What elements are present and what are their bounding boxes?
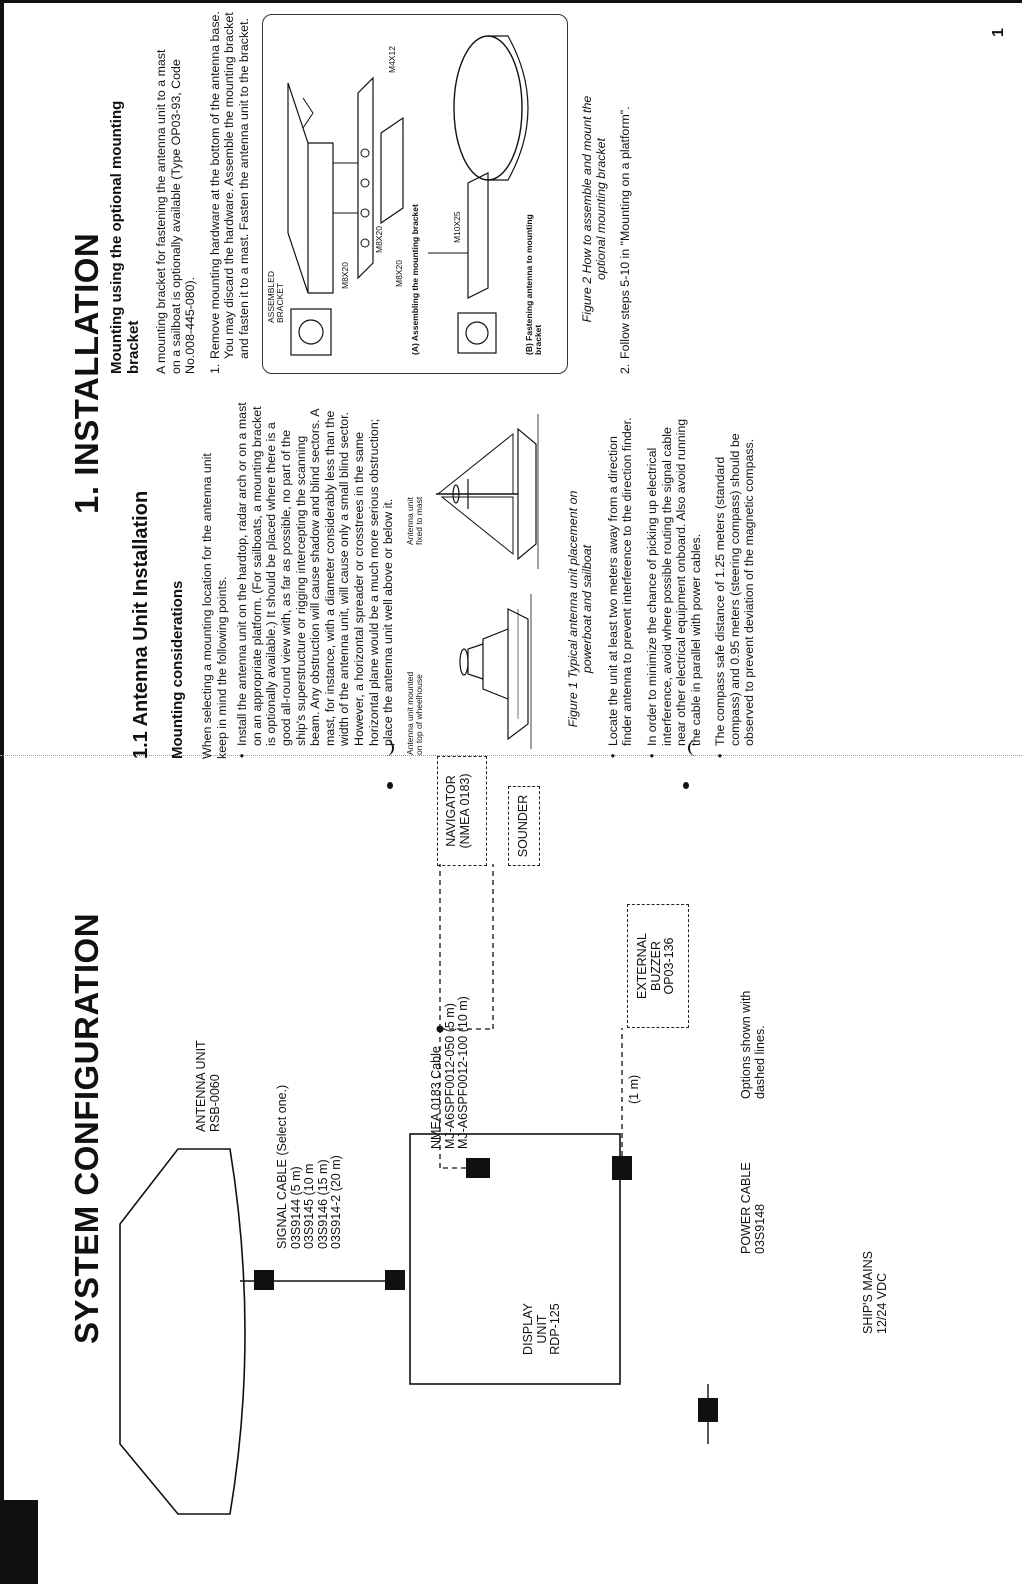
- bullet-item: • In order to minimize the chance of picking up electrical interference, avoid where possible routing the signal cable near other electrical equipment onboard. Also avoid running the cable in parallel with power cables.: [645, 402, 703, 746]
- bracket-intro: A mounting bracket for fastening the antenna unit to a mast on a sailboat is optionally available (Type OP03-93, Code No.008-445-080).: [154, 49, 198, 374]
- fig2-assembled-bracket-label: ASSEMBLED BRACKET: [265, 271, 286, 323]
- system-config-title: SYSTEM CONFIGURATION: [68, 912, 105, 1344]
- options-note: Options shown with dashed lines.: [739, 990, 767, 1099]
- installation-page: [0, 0, 1022, 784]
- signal-cable-label: SIGNAL CABLE (Select one.) 03S9144 (5 m) 03S9145 (10 m 03S9146 (15 m) 03S914-2 (20 m): [275, 1084, 343, 1249]
- system-config-page: [0, 773, 1022, 1584]
- intro-paragraph: When selecting a mounting location for the antenna unit keep in mind the following points.: [200, 453, 229, 759]
- installation-title: 1. INSTALLATION: [68, 232, 105, 514]
- page-number: 1: [990, 28, 1007, 37]
- bullet-item: • Install the antenna unit on the hardtop, radar arch or on a mast on an appropriate platform. (For sailboats, a mounting bracket is optionally available.) It should be placed where there is a good all-round view with, as far as possible, no part of the ship's superstructure or rigging intercepting the scanning beam. Any obstruction will cause shadow and blind sectors. A mast, for instance, with a diameter considerably less than the width of the antenna unit, will cause only a small blind sector. However, a horizontal spreader or crosstrees in the same horizontal plane would be a much more serious obstruction; place the antenna unit well above or below it.: [235, 402, 396, 746]
- bullet-item: • Locate the unit at least two meters away from a direction finder antenna to prevent interference to the direction finder.: [606, 402, 635, 746]
- fig2-m10x25-label: M10X25: [451, 211, 462, 243]
- step-item: 2. Follow steps 5-10 in "Mounting on a platform".: [617, 106, 632, 374]
- nmea-cable-label: NMEA 0183 Cable MJ-A6SPF0012-050 (5 m) MJ-A6SPF0012-100 (10 m): [429, 996, 470, 1149]
- figure-2: [262, 14, 568, 374]
- figure-1: [406, 399, 556, 759]
- bullet-item: • The compass safe distance of 1.25 meters (standard compass) and 0.95 meters (steering compass) should be observed to prevent deviation of the magnetic compass.: [713, 402, 757, 746]
- left-column: [130, 399, 767, 759]
- step-item: 1. Remove mounting hardware at the bottom of the antenna base. You may discard the hardware. Assemble the mounting bracket and fasten it to a mast. Fasten the antenna unit to the bracket.: [207, 11, 251, 374]
- buzzer-cable-length: (1 m): [627, 1074, 641, 1104]
- section-title: 1.1 Antenna Unit Installation: [130, 490, 152, 759]
- display-unit-box: [410, 1134, 620, 1384]
- fig2-m8x20-label: M8X20: [339, 262, 350, 289]
- fig2-part-a-label: (A) Assembling the mounting bracket: [409, 204, 420, 355]
- display-unit-label: DISPLAY UNIT RDP-125: [521, 1303, 562, 1355]
- fig2-part-b-label: (B) Fastening antenna to mounting bracket: [523, 214, 544, 355]
- fig2-m4x12-label: M4X12: [386, 46, 397, 73]
- mounting-considerations-heading: Mounting considerations: [169, 580, 186, 759]
- system-diagram: [0, 784, 1022, 1584]
- power-cable-label: POWER CABLE 03S9148: [739, 1162, 767, 1254]
- external-buzzer-box: EXTERNAL BUZZER OP03-136: [627, 904, 689, 1028]
- figure-1-caption: Figure 1 Typical antenna unit placement on powerboat and sailboat: [565, 490, 594, 728]
- fig2-m8x20-label: M8X20: [393, 260, 404, 287]
- navigator-box: NAVIGATOR (NMEA 0183): [437, 756, 487, 866]
- ships-mains-label: SHIP'S MAINS 12/24 VDC: [861, 1251, 889, 1334]
- fig1-mast-label: Antenna unit fixed to mast: [404, 496, 425, 545]
- antenna-dome-shape: [120, 1149, 245, 1514]
- bracket-heading: Mounting using the optional mounting bracket: [108, 100, 142, 374]
- figure-2-caption: Figure 2 How to assemble and mount the optional mounting bracket: [579, 95, 608, 323]
- sounder-box: SOUNDER: [508, 786, 540, 866]
- right-column: [108, 4, 632, 374]
- antenna-unit-label: ANTENNA UNIT RSB-0060: [194, 1040, 222, 1132]
- fig1-wheelhouse-label: Antenna unit mounted on top of wheelhouse: [404, 671, 425, 755]
- fig1-boats-illustration: [428, 399, 543, 759]
- fig2-m8x20-label: M8X20: [373, 226, 384, 253]
